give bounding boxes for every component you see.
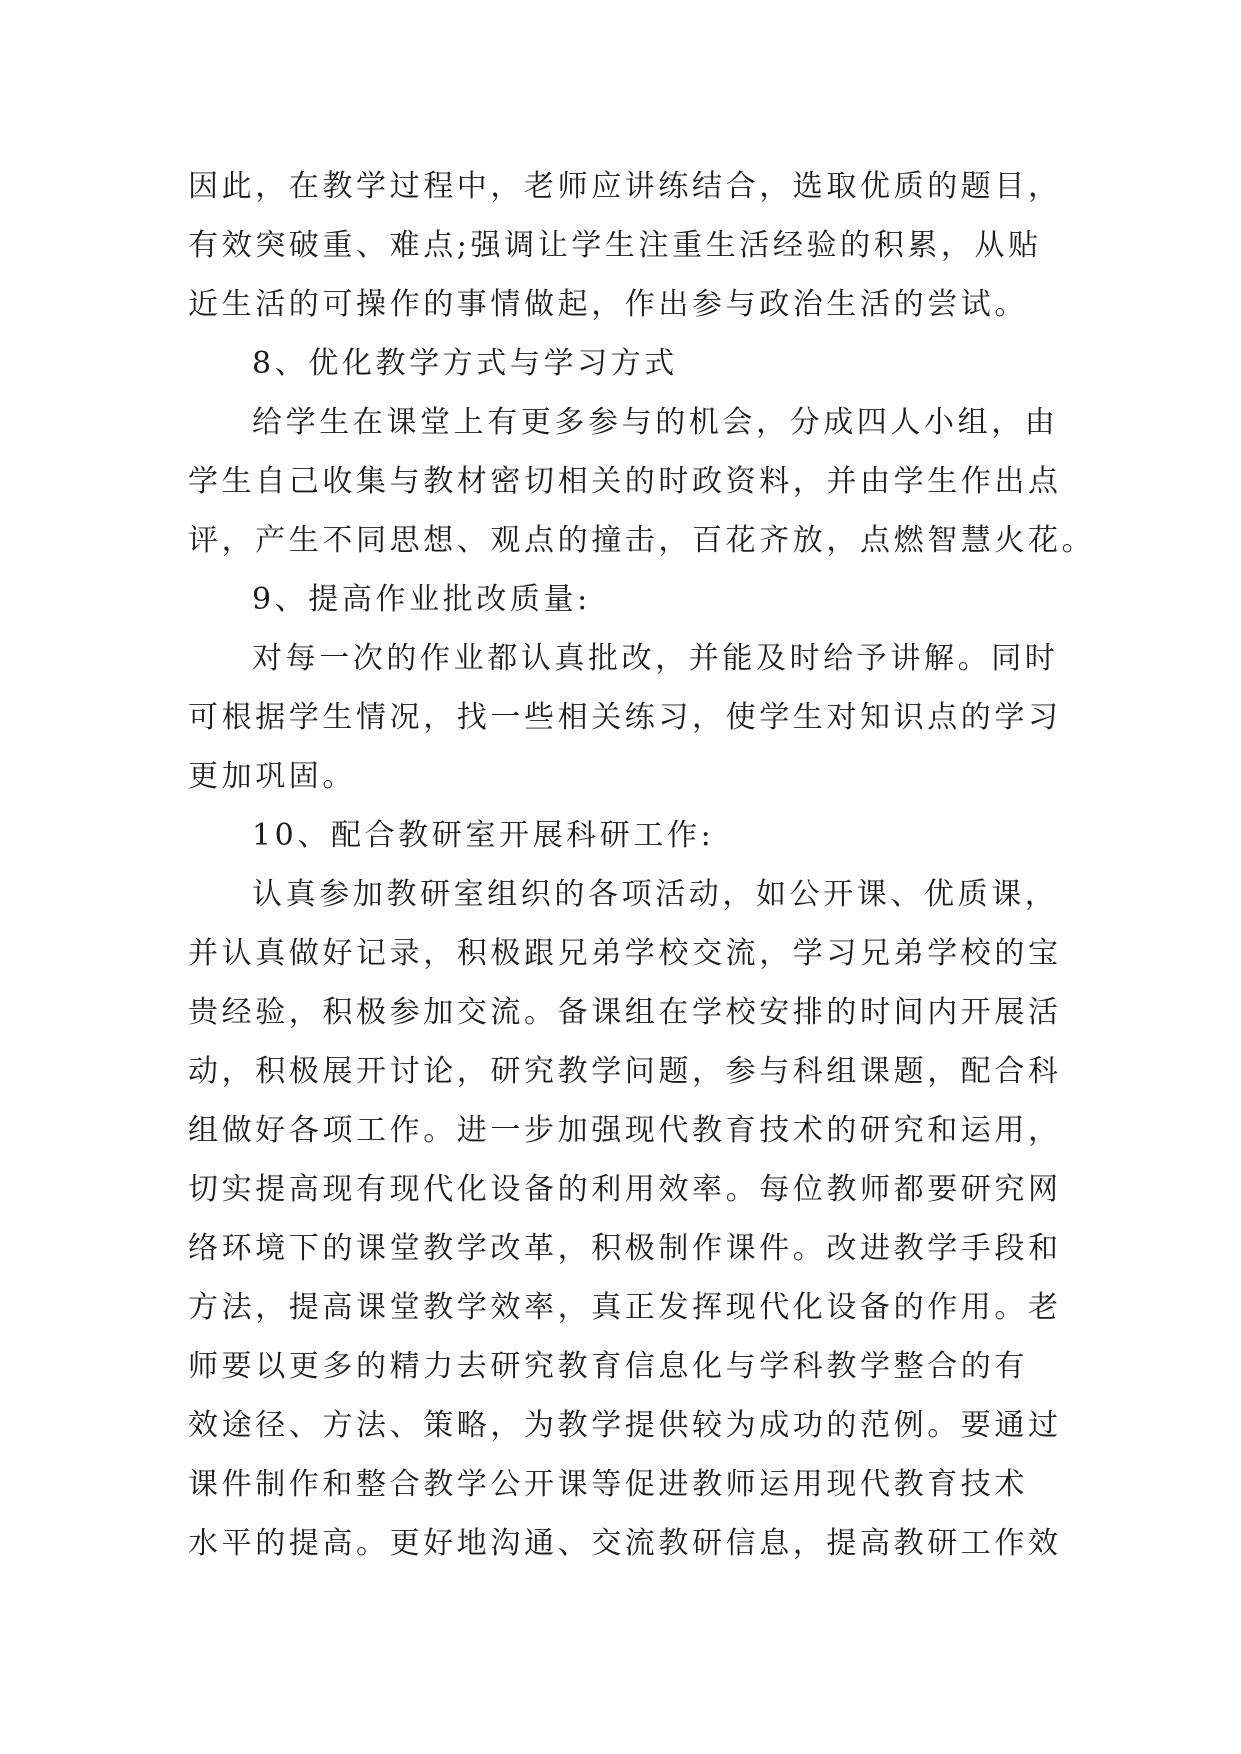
body-text-line: 络环境下的课堂教学改革，积极制作课件。改进教学手段和: [188, 1231, 1062, 1266]
body-text-line: 切实提高现有现代化设备的利用效率。每位教师都要研究网: [188, 1172, 1062, 1207]
body-text-line: 课件制作和整合教学公开课等促进教师运用现代教育技术: [188, 1467, 1028, 1502]
body-text-line: 师要以更多的精力去研究教育信息化与学科教学整合的有: [188, 1349, 1028, 1384]
body-text-line: 水平的提高。更好地沟通、交流教研信息，提高教研工作效: [188, 1526, 1062, 1561]
body-text-line: 可根据学生情况，找一些相关练习，使学生对知识点的学习: [188, 700, 1062, 735]
body-text-line: 并认真做好记录，积极跟兄弟学校交流，学习兄弟学校的宝: [188, 936, 1062, 971]
body-text-line: 评，产生不同思想、观点的撞击，百花齐放，点燃智慧火花。: [188, 523, 1096, 558]
body-text-line: 组做好各项工作。进一步加强现代教育技术的研究和运用，: [188, 1113, 1062, 1148]
body-text-line: 因此，在教学过程中，老师应讲练结合，选取优质的题目，: [188, 169, 1062, 204]
section-heading-9: 9、提高作业批改质量:: [252, 582, 591, 617]
body-text-line: 贵经验，积极参加交流。备课组在学校安排的时间内开展活: [188, 995, 1062, 1030]
paragraph-first-line: 给学生在课堂上有更多参与的机会，分成四人小组，由: [252, 405, 1059, 440]
body-text-line: 效途径、方法、策略，为教学提供较为成功的范例。要通过: [188, 1408, 1062, 1443]
body-text-line: 动，积极展开讨论，研究教学问题，参与科组课题，配合科: [188, 1054, 1062, 1089]
section-heading-10: 10、配合教研室开展科研工作:: [252, 818, 715, 853]
body-text-line: 方法，提高课堂教学效率，真正发挥现代化设备的作用。老: [188, 1290, 1062, 1325]
body-text-line: 有效突破重、难点;强调让学生注重生活经验的积累，从贴: [188, 228, 1042, 263]
paragraph-first-line: 认真参加教研室组织的各项活动，如公开课、优质课，: [252, 877, 1059, 912]
body-text-line: 更加巩固。: [188, 759, 356, 794]
body-text-line: 近生活的可操作的事情做起，作出参与政治生活的尝试。: [188, 287, 1028, 322]
section-heading-8: 8、优化教学方式与学习方式: [252, 346, 678, 381]
paragraph-first-line: 对每一次的作业都认真批改，并能及时给予讲解。同时: [252, 641, 1059, 676]
body-text-line: 学生自己收集与教材密切相关的时政资料，并由学生作出点: [188, 464, 1062, 499]
